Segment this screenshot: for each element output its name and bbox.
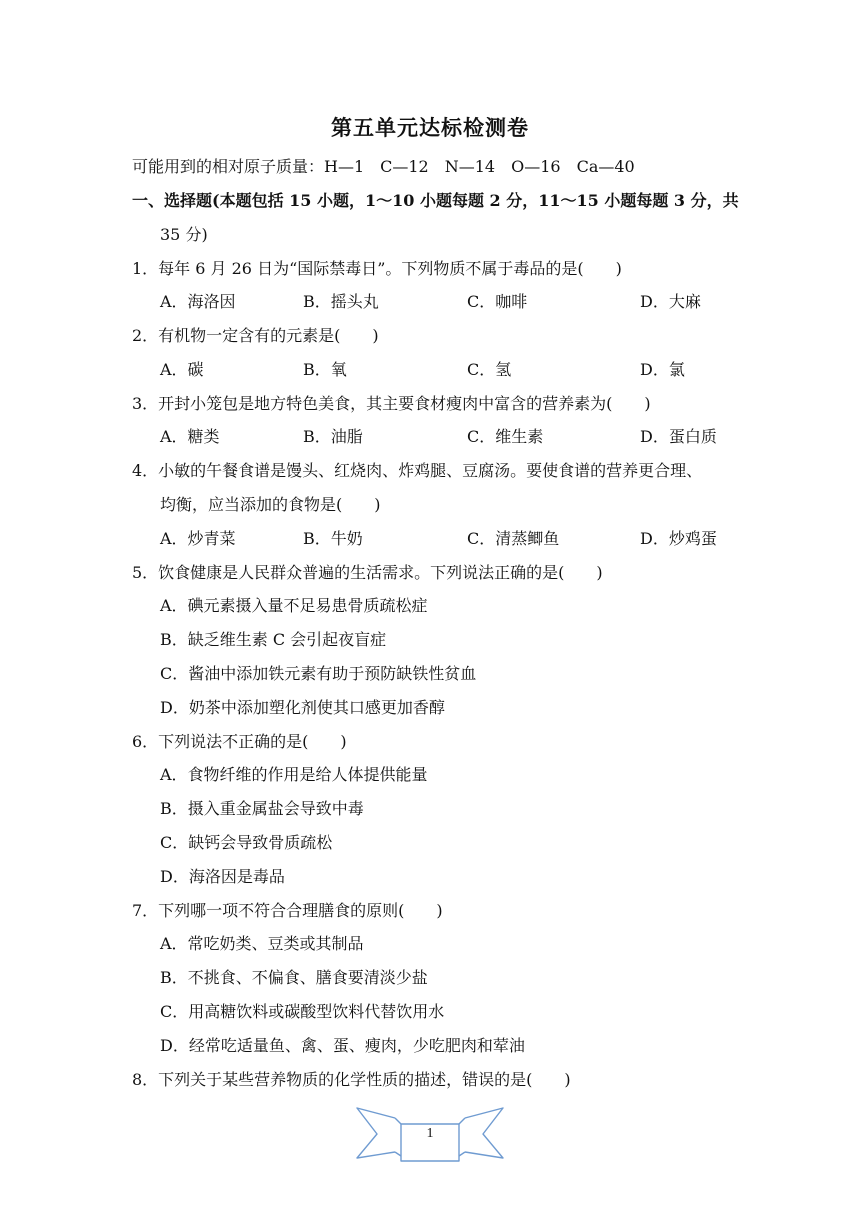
- option-a: A．碳: [160, 360, 204, 379]
- question-4-options: [160, 529, 740, 549]
- option-b: B．牛奶: [303, 529, 363, 548]
- page-number: 1: [426, 1126, 434, 1141]
- option-d: D．蛋白质: [640, 427, 717, 446]
- page-number-ribbon: [355, 1104, 505, 1166]
- option-a: A．常吃奶类、豆类或其制品: [160, 934, 364, 953]
- option-d: D．经常吃适量鱼、禽、蛋、瘦肉，少吃肥肉和荤油: [160, 1036, 525, 1055]
- option-b: B．油脂: [303, 427, 363, 446]
- option-d: D．海洛因是毒品: [160, 867, 285, 886]
- option-c: C．维生素: [467, 427, 544, 446]
- option-b: B．不挑食、不偏食、膳食要清淡少盐: [160, 968, 428, 987]
- option-b: B．缺乏维生素 C 会引起夜盲症: [160, 630, 387, 649]
- question-4-line2: 均衡，应当添加的食物是( ): [160, 495, 381, 514]
- question-8: 8．下列关于某些营养物质的化学性质的描述，错误的是( ): [132, 1070, 571, 1089]
- question-5: 5．饮食健康是人民群众普遍的生活需求。下列说法正确的是( ): [132, 563, 603, 582]
- section-heading-line1: 一、选择题(本题包括 15 小题，1～10 小题每题 2 分，11～15 小题每题 3 分，共: [132, 191, 739, 210]
- option-a: A．糖类: [160, 427, 220, 446]
- question-4: 4．小敏的午餐食谱是馒头、红烧肉、炸鸡腿、豆腐汤。要使食谱的营养更合理、: [132, 461, 703, 480]
- option-d: D．大麻: [640, 292, 701, 311]
- option-b: B．摄入重金属盐会导致中毒: [160, 799, 364, 818]
- option-b: B．摇头丸: [303, 292, 379, 311]
- option-c: C．咖啡: [467, 292, 528, 311]
- question-7: 7．下列哪一项不符合合理膳食的原则( ): [132, 901, 443, 920]
- question-6: 6．下列说法不正确的是( ): [132, 732, 347, 751]
- question-1: 1．每年 6 月 26 日为“国际禁毒日”。下列物质不属于毒品的是( ): [132, 259, 622, 278]
- option-a: A．炒青菜: [160, 529, 236, 548]
- question-3: 3．开封小笼包是地方特色美食，其主要食材瘦肉中富含的营养素为( ): [132, 394, 651, 413]
- option-c: C．清蒸鲫鱼: [467, 529, 560, 548]
- atomic-masses-line: 可能用到的相对原子质量：H—1 C—12 N—14 O—16 Ca—40: [132, 157, 635, 176]
- option-c: C．酱油中添加铁元素有助于预防缺铁性贫血: [160, 664, 477, 683]
- option-a: A．碘元素摄入量不足易患骨质疏松症: [160, 596, 428, 615]
- page-title: 第五单元达标检测卷: [331, 115, 529, 140]
- option-c: C．氢: [467, 360, 512, 379]
- question-1-options: [160, 292, 740, 312]
- option-d: D．奶茶中添加塑化剂使其口感更加香醇: [160, 698, 445, 717]
- option-b: B．氧: [303, 360, 347, 379]
- option-c: C．用高糖饮料或碳酸型饮料代替饮用水: [160, 1002, 445, 1021]
- option-c: C．缺钙会导致骨质疏松: [160, 833, 333, 852]
- section-heading-line2: 35 分): [160, 225, 208, 244]
- question-2-options: [160, 360, 740, 380]
- option-d: D．炒鸡蛋: [640, 529, 717, 548]
- question-3-options: [160, 427, 740, 447]
- section-heading: [132, 191, 739, 211]
- option-d: D．氯: [640, 360, 685, 379]
- question-2: 2．有机物一定含有的元素是( ): [132, 326, 379, 345]
- option-a: A．食物纤维的作用是给人体提供能量: [160, 765, 428, 784]
- option-a: A．海洛因: [160, 292, 236, 311]
